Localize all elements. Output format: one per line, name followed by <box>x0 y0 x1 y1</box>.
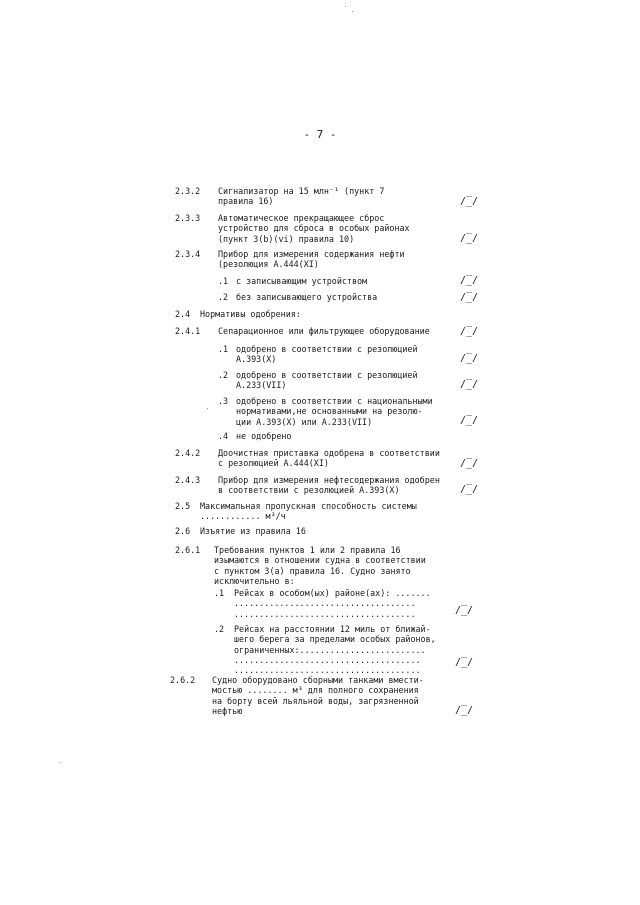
item-text: Автоматическое прекращающее сброс устройство для сброса в особых районах (пункт 3(b)(vi) правила 10) <box>218 213 410 244</box>
item-text: одобрено в соответствии с резолюцией А.393(X) <box>236 344 418 365</box>
checkbox[interactable]: /̅_/ <box>460 379 479 390</box>
checkbox[interactable]: /̅_/ <box>460 484 479 495</box>
checkbox[interactable]: /̅_/ <box>460 415 479 426</box>
item-text: Рейсах на расстоянии 12 миль от ближай- шего берега за пределами особых районов, ограниченных:......................... ..................................... ..................................... <box>234 624 436 676</box>
item-number: 2.4.2 <box>175 448 201 458</box>
item-number: .4 <box>218 431 229 441</box>
page-number: - 7 - <box>303 128 337 141</box>
item-text: Максимальная пропускная способность системы ............ м³/ч <box>200 501 417 522</box>
item-text: Сепарационное или фильтрующее оборудование <box>218 326 430 336</box>
checkbox[interactable]: /̅_/ <box>460 196 479 207</box>
item-text: Сигнализатор на 15 млн⁻¹ (пункт 7 правила 16) <box>218 186 385 207</box>
item-number: .1 <box>218 344 229 354</box>
item-number: .1 <box>218 276 229 286</box>
item-number: 2.6.1 <box>175 545 201 555</box>
item-number: 2.4 <box>175 309 191 319</box>
item-text: Доочистная приставка одобрена в соответствии с резолюцией А.444(XI) <box>218 448 440 469</box>
item-number: 2.3.4 <box>175 249 201 259</box>
item-number: 2.4.1 <box>175 326 201 336</box>
item-text: не одобрено <box>236 431 292 441</box>
item-text: без записывающего устройства <box>236 292 378 302</box>
checkbox[interactable]: /̅_/ <box>460 275 479 286</box>
scan-speck <box>352 11 353 12</box>
item-number: .1 <box>214 588 225 598</box>
item-text: Прибор для измерения содержания нефти (резолюция А.444(XI) <box>218 249 405 270</box>
checkbox[interactable]: /̅_/ <box>460 292 479 303</box>
checkbox[interactable]: /̅_/ <box>460 233 479 244</box>
item-number: 2.3.3 <box>175 213 201 223</box>
checkbox[interactable]: /̅_/ <box>460 458 479 469</box>
item-text: Рейсах в особом(ых) районе(ах): ....... .................................... .................................... <box>234 588 431 619</box>
item-number: 2.6.2 <box>170 675 196 685</box>
checkbox[interactable]: /̅_/ <box>455 657 474 668</box>
item-text: Изъятие из правила 16 <box>200 526 306 536</box>
item-number: 2.3.2 <box>175 186 201 196</box>
item-number: 2.4.3 <box>175 475 201 485</box>
item-text: с записывающим устройством <box>236 276 368 286</box>
checkbox[interactable]: /̅_/ <box>460 353 479 364</box>
scan-speck <box>345 6 346 7</box>
item-number: .2 <box>214 624 225 634</box>
item-text: Требования пунктов 1 или 2 правила 16 изымаются в отношении судна в соответствии с пунктом 3(a) правила 16. Судно занято исключительно в: <box>214 545 426 586</box>
item-number: 2.5 <box>175 501 191 511</box>
item-number: .2 <box>218 370 229 380</box>
item-number: .3 <box>218 396 229 406</box>
item-number: 2.6 <box>175 526 191 536</box>
item-text: одобрено в соответствии с резолюцией А.233(VII) <box>236 370 418 391</box>
item-text: Нормативы одобрения: <box>200 309 301 319</box>
checkbox[interactable]: /̅_/ <box>455 605 474 616</box>
scan-speck <box>60 762 61 763</box>
checkbox[interactable]: /̅_/ <box>460 326 479 337</box>
item-text: Прибор для измерения нефтесодержания одобрен в соответствии с резолюцией А.393(X) <box>218 475 440 496</box>
item-text: одобрено в соответствии с национальными нормативами,не основанными на резолю- ции А.393(X) или А.233(VII) <box>236 396 433 427</box>
scan-speck <box>207 408 208 409</box>
item-text: Судно оборудовано сборными танками вмести- мостью ........ м³ для полного сохранения на борту всей льяльной воды, загрязненной нефтью <box>212 675 424 716</box>
item-number: .2 <box>218 292 229 302</box>
checkbox[interactable]: /̅_/ <box>455 705 474 716</box>
